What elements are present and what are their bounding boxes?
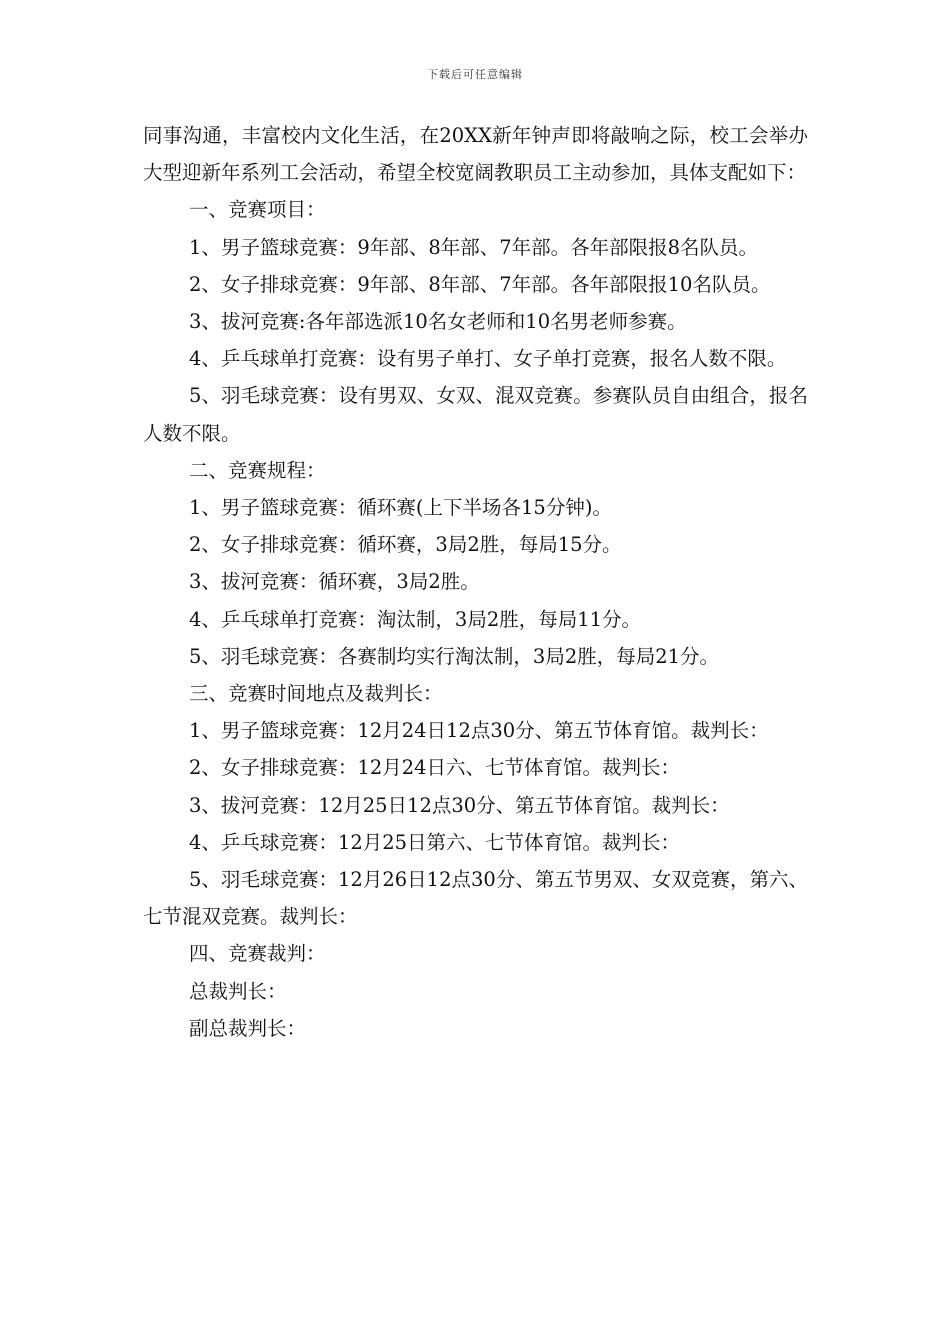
rule-mens-basketball: 1、男子篮球竞赛：循环赛(上下半场各15分钟)。 [189, 496, 612, 520]
rule-womens-volleyball: 2、女子排球竞赛：循环赛，3局2胜，每局15分。 [189, 533, 622, 557]
item-womens-volleyball: 2、女子排球竞赛：9年部、8年部、7年部。各年部限报10名队员。 [189, 272, 771, 296]
intro-paragraph: 同事沟通，丰富校内文化生活，在20XX新年钟声即将敲响之际，校工会举办大型迎新年系列工会活动，希望全校宽阔教职员工主动参加，具体支配如下： [143, 124, 808, 185]
schedule-womens-volleyball: 2、女子排球竞赛：12月24日六、七节体育馆。裁判长： [189, 756, 681, 780]
item-tug-of-war: 3、拔河竞赛:各年部选派10名女老师和10名男老师参赛。 [189, 310, 687, 334]
deputy-chief-referee: 副总裁判长： [189, 1016, 307, 1040]
document-body [143, 117, 808, 1047]
rule-table-tennis: 4、乒乓球单打竞赛：淘汰制，3局2胜，每局11分。 [189, 607, 642, 631]
schedule-mens-basketball: 1、男子篮球竞赛：12月24日12点30分、第五节体育馆。裁判长： [189, 719, 769, 743]
schedule-table-tennis: 4、乒乓球竞赛：12月25日第六、七节体育馆。裁判长： [189, 830, 681, 854]
rule-badminton: 5、羽毛球竞赛：各赛制均实行淘汰制，3局2胜，每局21分。 [189, 644, 720, 668]
item-table-tennis: 4、乒乓球单打竞赛：设有男子单打、女子单打竞赛，报名人数不限。 [189, 347, 787, 371]
section-heading-competition-items: 一、竞赛项目： [189, 198, 326, 222]
item-mens-basketball: 1、男子篮球竞赛：9年部、8年部、7年部。各年部限报8名队员。 [189, 235, 759, 259]
chief-referee: 总裁判长： [189, 979, 287, 1003]
rule-tug-of-war: 3、拔河竞赛：循环赛，3局2胜。 [189, 570, 480, 594]
section-heading-referees: 四、竞赛裁判： [189, 942, 326, 966]
item-badminton: 5、羽毛球竞赛：设有男双、女双、混双竞赛。参赛队员自由组合，报名人数不限。 [143, 384, 808, 445]
schedule-tug-of-war: 3、拔河竞赛：12月25日12点30分、第五节体育馆。裁判长： [189, 793, 730, 817]
section-heading-schedule: 三、竞赛时间地点及裁判长： [189, 682, 443, 706]
page-header: 下载后可任意编辑 [427, 68, 523, 81]
section-heading-rules: 二、竞赛规程： [189, 458, 326, 482]
schedule-badminton: 5、羽毛球竞赛：12月26日12点30分、第五节男双、女双竞赛，第六、七节混双竞赛。裁判长： [143, 868, 808, 929]
